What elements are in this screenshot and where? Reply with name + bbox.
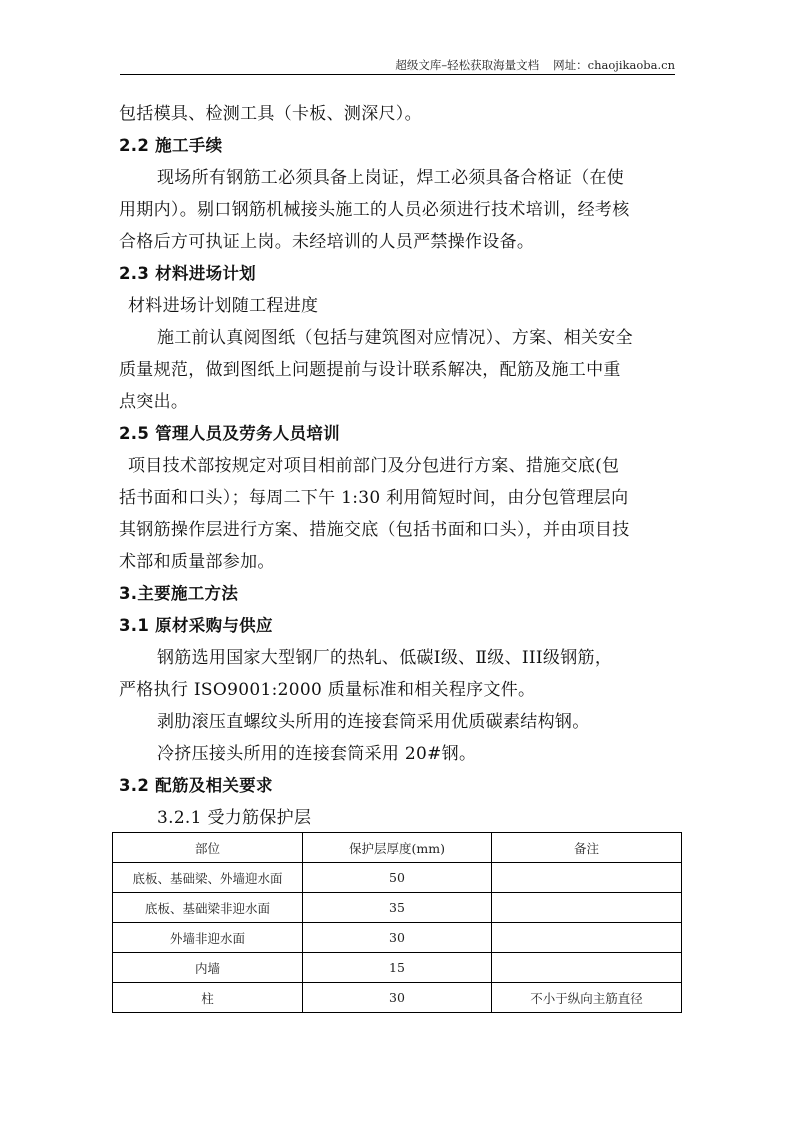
subheading-3-2-1: 3.2.1 受力筋保护层 (157, 808, 312, 828)
paragraph-line: 剥肋滚压直螺纹头所用的连接套筒采用优质碳素结构钢。 (157, 712, 590, 732)
paragraph-line: 质量规范，做到图纸上问题提前与设计联系解决，配筋及施工中重 (119, 360, 621, 380)
heading-3-2: 3.2 配筋及相关要求 (119, 776, 273, 795)
header-title: 超级文库–轻松获取海量文档 (395, 58, 540, 72)
table-row (113, 953, 682, 983)
cover-thickness-table (112, 832, 682, 1013)
heading-2-5: 2.5 管理人员及劳务人员培训 (119, 424, 340, 443)
paragraph-line: 施工前认真阅图纸（包括与建筑图对应情况）、方案、相关安全 (157, 328, 633, 348)
paragraph-line: 现场所有钢筋工必须具备上岗证，焊工必须具备合格证（在使 (157, 168, 625, 188)
paragraph-line: 材料进场计划随工程进度 (128, 296, 319, 316)
paragraph-line: 合格后方可执证上岗。未经培训的人员严禁操作设备。 (119, 232, 535, 252)
page-header (120, 56, 675, 75)
table-cell: 外墙非迎水面 (113, 923, 303, 953)
header-cell: 部位 (113, 833, 303, 863)
paragraph-line: 括书面和口头）；每周二下午 1:30 利用简短时间，由分包管理层向 (119, 488, 629, 508)
table-cell: 15 (303, 953, 492, 983)
table-row (113, 863, 682, 893)
paragraph-line: 冷挤压接头所用的连接套筒采用 20#钢。 (157, 744, 477, 764)
document-body (119, 98, 664, 834)
heading-2-2: 2.2 施工手续 (119, 136, 223, 155)
paragraph-line: 严格执行 ISO9001:2000 质量标准和相关程序文件。 (119, 680, 536, 700)
header-cell: 保护层厚度(mm) (303, 833, 492, 863)
table-row (113, 983, 682, 1013)
table-cell: 30 (303, 983, 492, 1013)
header-site: 网址：chaojikaoba.cn (553, 58, 675, 72)
heading-2-3: 2.3 材料进场计划 (119, 264, 256, 283)
table-cell: 50 (303, 863, 492, 893)
table-row (113, 923, 682, 953)
table-cell (492, 893, 682, 923)
table-cell: 柱 (113, 983, 303, 1013)
paragraph-line: 用期内）。剔口钢筋机械接头施工的人员必须进行技术培训，经考核 (119, 200, 630, 220)
paragraph-line: 包括模具、检测工具（卡板、测深尺）。 (119, 104, 422, 124)
table-cell: 底板、基础梁非迎水面 (113, 893, 303, 923)
table-row (113, 893, 682, 923)
table-cell (492, 923, 682, 953)
paragraph-line: 项目技术部按规定对项目相前部门及分包进行方案、措施交底(包 (128, 456, 620, 476)
table-cell: 35 (303, 893, 492, 923)
table-cell: 30 (303, 923, 492, 953)
paragraph-line: 点突出。 (119, 392, 189, 412)
table-cell (492, 863, 682, 893)
heading-3-1: 3.1 原材采购与供应 (119, 616, 273, 635)
table-cell: 底板、基础梁、外墙迎水面 (113, 863, 303, 893)
header-cell: 备注 (492, 833, 682, 863)
heading-3: 3.主要施工方法 (119, 584, 239, 603)
table-cell (492, 953, 682, 983)
paragraph-line: 其钢筋操作层进行方案、措施交底（包括书面和口头），并由项目技 (119, 520, 630, 540)
paragraph-line: 钢筋选用国家大型钢厂的热轧、低碳Ⅰ级、Ⅱ级、III级钢筋， (157, 648, 613, 668)
table-cell: 不小于纵向主筋直径 (492, 983, 682, 1013)
table-header-row (113, 833, 682, 863)
paragraph-line: 术部和质量部参加。 (119, 552, 275, 572)
table-cell: 内墙 (113, 953, 303, 983)
